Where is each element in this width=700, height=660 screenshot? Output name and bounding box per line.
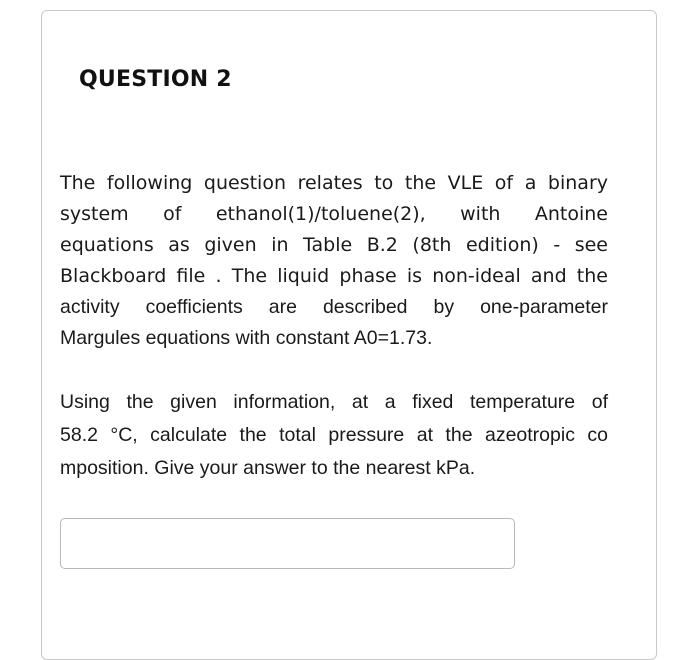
paragraph-1-line-1: The following question relates to the VLE of a binary: [60, 172, 608, 194]
paragraph-1-line-2: system of ethanol(1)/toluene(2), with Antoine: [60, 203, 608, 225]
question-paragraph-2: [60, 386, 608, 485]
question-paragraph-1: [60, 168, 608, 354]
paragraph-1-line-4: Blackboard file . The liquid phase is non-ideal and the: [60, 265, 608, 287]
paragraph-2-line-3: mposition. Give your answer to the nearest kPa.: [60, 457, 476, 479]
paragraph-2-line-2: 58.2 °C, calculate the total pressure at the azeotropic co: [60, 424, 608, 446]
paragraph-1-line-5: activity coefficients are described by one-parameter: [60, 296, 608, 318]
paragraph-1-line-3: equations as given in Table B.2 (8th edition) - see: [60, 234, 608, 256]
answer-input[interactable]: [60, 518, 515, 569]
paragraph-1-line-6: Margules equations with constant A0=1.73.: [60, 327, 433, 349]
paragraph-2-line-1: Using the given information, at a fixed temperature of: [60, 391, 608, 413]
question-title: QUESTION 2: [79, 67, 232, 92]
